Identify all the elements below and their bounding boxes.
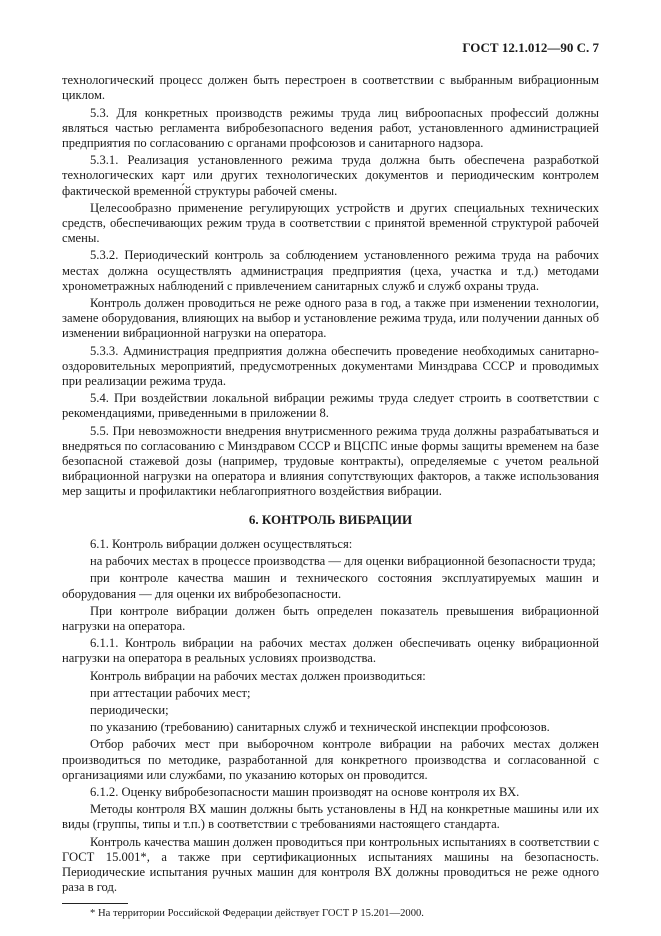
paragraph-5-3: 5.3. Для конкретных производств режимы труда лиц виброопасных профессий должны являться частью регламента вибробезопасного ведения работ, установленного администрацией предприятия по согласованию с органами профсоюзов и санитарного надзора. [62, 105, 599, 151]
paragraph: Отбор рабочих мест при выборочном контроле вибрации на рабочих местах должен производиться по методике, разработанной для конкретного производства и согласованной с организациями или службами, по указанию которых он проводится. [62, 737, 599, 782]
document-page [62, 40, 599, 920]
section-6 [62, 537, 599, 895]
paragraph: При контроле вибрации должен быть определен показатель превышения вибрационной нагрузки на оператора. [62, 603, 599, 633]
paragraph-6-1: 6.1. Контроль вибрации должен осуществляться: [90, 536, 353, 551]
paragraph-5-3-1: 5.3.1. Реализация установленного режима труда должна быть обеспечена разработкой технологических карт или других технологических документов и периодическим контролем фактической временно́й структуры рабочей смены. [62, 153, 599, 198]
footnote-divider [62, 903, 128, 904]
paragraph-5-3-3: 5.3.3. Администрация предприятия должна обеспечить проведение необходимых санитарно-оздоровительных мероприятий, предусмотренных документами Минздрава СССР и проводимых при реализации режима труда. [62, 343, 599, 389]
paragraph-6-1-2: 6.1.2. Оценку вибробезопасности машин производят на основе контроля их ВХ. [90, 784, 520, 799]
list-item: при контроле качества машин и технического состояния эксплуатируемых машин и оборудования — для оценки их вибробезопасности. [62, 571, 599, 601]
paragraph: Контроль должен проводиться не реже одного раза в год, а также при изменении технологии, замене оборудования, влияющих на выбор и установление режима труда, или получении данных об изменении вибрационной нагрузки на оператора. [62, 296, 600, 341]
list-item: при аттестации рабочих мест; [90, 685, 251, 700]
paragraph: технологический процесс должен быть перестроен в соответствии с выбранным вибрационным циклом. [62, 73, 599, 103]
paragraph: Целесообразно применение регулирующих устройств и других специальных технических средств, обеспечивающих режим труда в соответствии с принятой временно́й структурой рабочей смены. [62, 200, 599, 246]
list-item: периодически; [90, 702, 169, 717]
paragraph-5-5: 5.5. При невозможности внедрения внутрисменного режима труда должны разрабатываться и внедряться по согласованию с Минздравом СССР и ВЦСПС иные формы защиты временем на базе безопасной стажевой дозы (например, трудовые контракты), определяемые с учетом реальной вибрационной нагрузки на оператора и влияния сопутствующих факторов, а также использования мер защиты и профилактики неблагоприятного воздействия вибрации. [62, 423, 599, 499]
section-title: 6. КОНТРОЛЬ ВИБРАЦИИ [248, 511, 413, 527]
paragraph: Контроль вибрации на рабочих местах должен производиться: [90, 668, 426, 683]
list-item: на рабочих местах в процессе производства — для оценки вибрационной безопасности труда; [90, 554, 596, 569]
list-item: по указанию (требованию) санитарных служб и технической инспекции профсоюзов. [90, 720, 550, 735]
paragraph: Методы контроля ВХ машин должны быть установлены в НД на конкретные машины или их виды (группы, типы и т.п.) в соответствии с требованиями настоящего стандарта. [62, 802, 599, 832]
paragraph-6-1-1: 6.1.1. Контроль вибрации на рабочих местах должен обеспечивать оценку вибрационной нагрузки на оператора в реальных условиях производства. [62, 636, 599, 666]
section-5-continuation [62, 73, 599, 499]
page-header: ГОСТ 12.1.012—90 С. 7 [462, 40, 599, 55]
paragraph-5-4: 5.4. При воздействии локальной вибрации режимы труда следует строить в соответствии с рекомендациями, приведенными в приложении 8. [62, 391, 599, 421]
footnote: * На территории Российской Федерации действует ГОСТ Р 15.201—2000. [90, 908, 424, 920]
paragraph-5-3-2: 5.3.2. Периодический контроль за соблюдением установленного режима труда на рабочих местах должна осуществлять администрация предприятия (цеха, участка и т.д.) методами хронометражных наблюдений с привлечением санитарных служб и служб охраны труда. [62, 248, 599, 293]
paragraph: Контроль качества машин должен проводиться при контрольных испытаниях в соответствии с ГОСТ 15.001*, а также при сертификационных испытаниях машины на безопасность. Периодические испытания ручных машин для контроля ВХ должны проводиться не реже одного раза в год. [62, 834, 599, 895]
